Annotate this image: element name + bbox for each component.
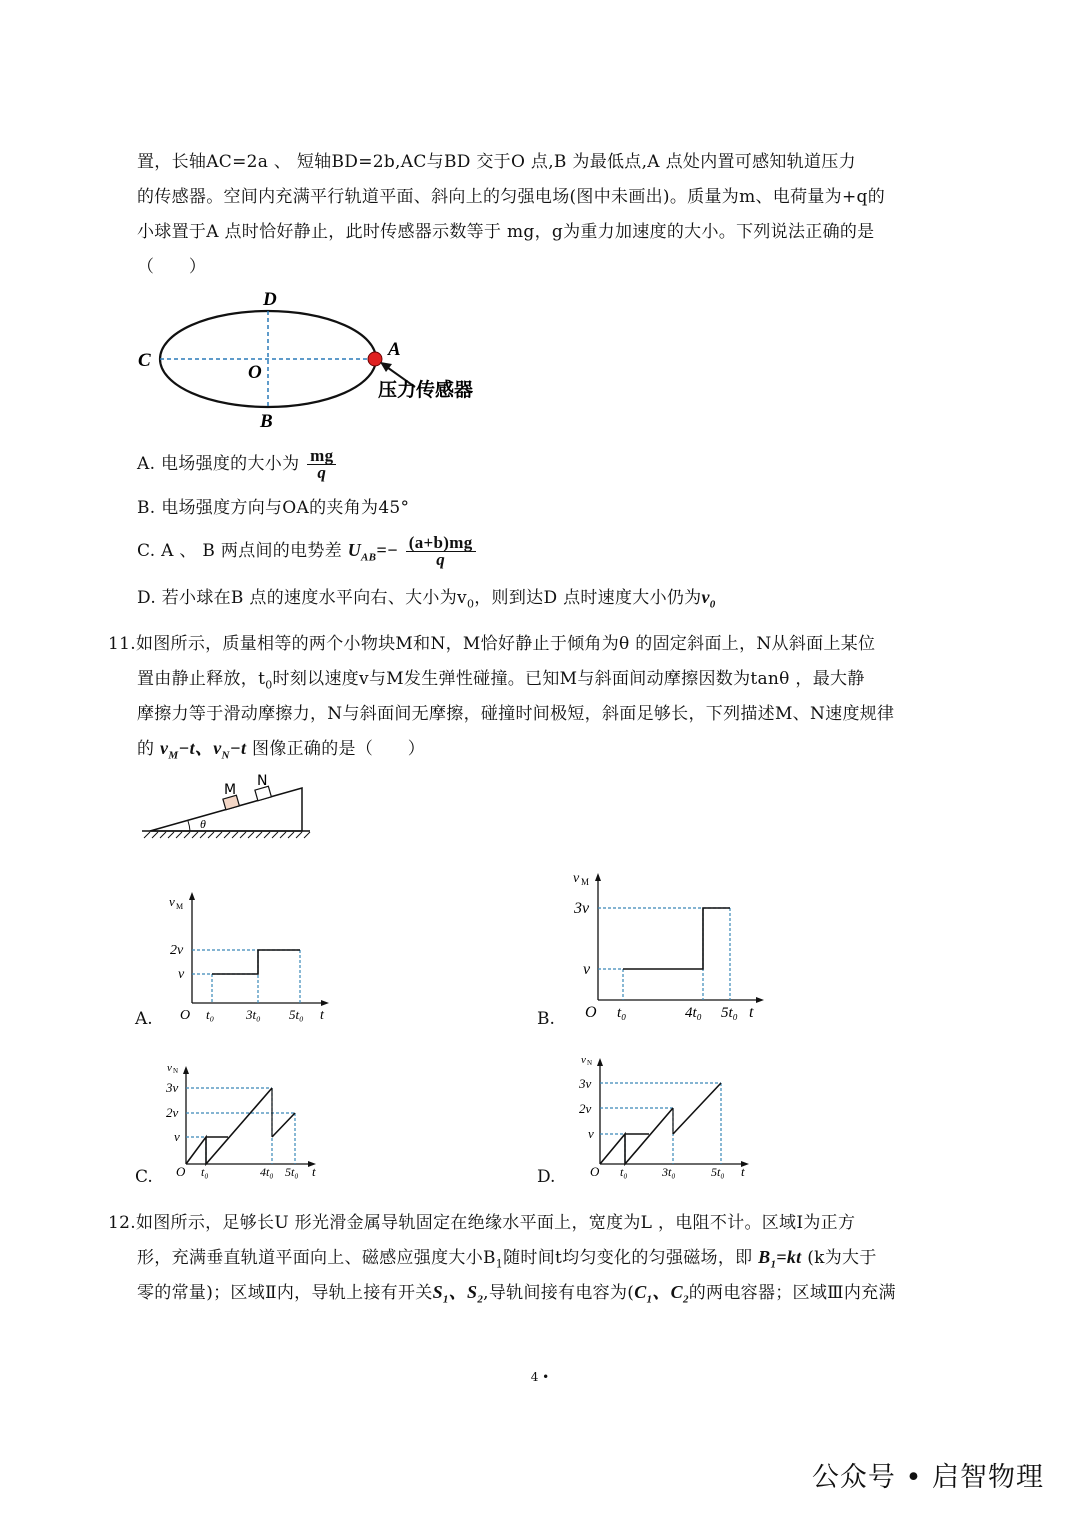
svg-text:3v: 3v (574, 900, 590, 917)
svg-text:v: v (581, 1054, 586, 1066)
q10-line-1: 置，长轴AC=2a 、 短轴BD=2b,AC与BD 交于O 点,B 为最低点,A 点处内置可感知轨道压力 (137, 152, 856, 172)
fraction-ab-mg-over-q: $\frac{(a+b)mg}{q}$ (406, 535, 476, 568)
q11-line-4: 的 $v_M-t$、$v_N-t$ 图像正确的是（ ） (137, 738, 426, 762)
graph-b-label: B. (537, 1009, 555, 1029)
graph-d-line-3 (673, 1083, 721, 1134)
graph-c (162, 1056, 332, 1181)
svg-text:t₀: t₀ (620, 1165, 628, 1179)
svg-text:O: O (585, 1004, 597, 1021)
svg-text:v: v (583, 961, 591, 978)
graph-b-curve (623, 908, 730, 969)
svg-text:v: v (573, 871, 580, 886)
q10-option-c: C. A 、 B 两点间的电势差 $U_{AB}=-$ $\frac{(a+b)mg}{q}$ (137, 535, 478, 569)
label-O: O (248, 362, 262, 383)
q11-line-2: 置由静止释放，$t_0$时刻以速度v与M发生弹性碰撞。已知M与斜面间动摩擦因数为tanθ ，最大静 (137, 669, 865, 692)
svg-text:t₀: t₀ (201, 1165, 209, 1179)
svg-text:M: M (176, 902, 184, 911)
svg-text:t: t (320, 1008, 324, 1023)
svg-text:N: N (173, 1067, 179, 1075)
q12-line-3: 零的常量)；区域Ⅱ内，导轨上接有开关$S_1$、$S_2$,导轨间接有电容为($C_1$、$C_2$的两电容器；区域Ⅲ内充满 (137, 1282, 896, 1306)
svg-text:2v: 2v (166, 1105, 179, 1120)
brand-watermark: 公众号 • 启智物理 (811, 1462, 1044, 1493)
q12-line-1: 12.如图所示，足够长U 形光滑金属导轨固定在绝缘水平面上，宽度为L ，电阻不计。区域Ⅰ为正方 (108, 1213, 856, 1233)
svg-text:t: t (741, 1164, 745, 1179)
label-D: D (263, 289, 277, 310)
svg-text:t₀: t₀ (617, 1005, 627, 1021)
svg-text:3t₀: 3t₀ (662, 1165, 676, 1179)
theta-label: θ (200, 817, 206, 831)
graph-c-line-1 (186, 1088, 272, 1164)
svg-text:5t₀: 5t₀ (285, 1165, 299, 1179)
svg-text:3v: 3v (579, 1076, 592, 1091)
ground-hatching (144, 832, 310, 838)
svg-text:3t₀: 3t₀ (246, 1007, 261, 1022)
svg-text:5t₀: 5t₀ (289, 1007, 304, 1022)
fraction-mg-over-q: $\frac{mg}{q}$ (307, 448, 336, 481)
graph-d (575, 1048, 755, 1183)
svg-text:2v: 2v (170, 943, 184, 958)
q10-option-d: D. 若小球在B 点的速度水平向右、大小为$v_0$，则到达D 点时速度大小仍为$v_0$ (137, 587, 716, 611)
label-A: A (388, 339, 401, 360)
q10-option-a: A. 电场强度的大小为 $\frac{mg}{q}$ (137, 448, 338, 481)
svg-text:2v: 2v (579, 1101, 592, 1116)
q11-line-3: 摩擦力等于滑动摩擦力，N与斜面间无摩擦，碰撞时间极短，斜面足够长，下列描述M、N速度规律 (137, 704, 895, 724)
svg-text:t: t (312, 1164, 316, 1179)
svg-text:v: v (174, 1129, 180, 1144)
svg-text:O: O (176, 1164, 186, 1179)
svg-text:N: N (587, 1059, 593, 1067)
pressure-sensor-ball (368, 352, 382, 366)
graph-c-label: C. (135, 1167, 153, 1187)
incline-figure (140, 772, 320, 844)
label-pressure-sensor: 压力传感器 (378, 379, 474, 401)
graph-a-label: A. (135, 1009, 153, 1029)
svg-text:v: v (178, 967, 185, 982)
angle-arc (188, 821, 190, 831)
q10-line-2: 的传感器。空间内充满平行轨道平面、斜向上的匀强电场(图中未画出)。质量为m、电荷量为+q的 (137, 187, 886, 207)
svg-text:v: v (169, 894, 175, 909)
block-m-label: M (224, 782, 237, 798)
q10-line-4: （ ） (137, 257, 207, 277)
q12-line-2: 形，充满垂直轨道平面向上、磁感应强度大小$B_1$随时间t均匀变化的匀强磁场，即 $B_1=kt$ (k为大于 (137, 1247, 877, 1271)
block-n-label: N (257, 773, 268, 789)
svg-text:M: M (581, 877, 590, 887)
ellipse-track-figure (130, 285, 510, 435)
svg-text:t: t (749, 1004, 754, 1021)
svg-text:5t₀: 5t₀ (711, 1165, 725, 1179)
graph-d-line-1 (600, 1108, 673, 1164)
page-number: 4 • (530, 1370, 550, 1384)
svg-text:O: O (180, 1008, 191, 1023)
graph-b (565, 865, 775, 1025)
q10-line-3: 小球置于A 点时恰好静止，此时传感器示数等于 mg，g为重力加速度的大小。下列说法正确的是 (137, 222, 875, 242)
graph-a-curve (212, 950, 300, 974)
q10-option-b: B. 电场强度方向与OA的夹角为45° (137, 498, 410, 518)
graph-d-label: D. (537, 1167, 556, 1187)
svg-text:3v: 3v (166, 1080, 179, 1095)
label-B: B (260, 411, 273, 432)
q11-line-1: 11.如图所示，质量相等的两个小物块M和N，M恰好静止于倾角为θ 的固定斜面上，N从斜面上某位 (108, 634, 876, 654)
svg-text:v: v (588, 1126, 594, 1141)
label-C: C (138, 350, 151, 371)
svg-text:5t₀: 5t₀ (721, 1005, 738, 1021)
svg-text:4t₀: 4t₀ (685, 1005, 702, 1021)
svg-text:v: v (167, 1062, 172, 1074)
graph-c-line-3 (272, 1113, 295, 1137)
svg-text:O: O (590, 1164, 600, 1179)
svg-text:t₀: t₀ (206, 1007, 215, 1022)
graph-a (160, 888, 340, 1028)
svg-text:4t₀: 4t₀ (260, 1165, 274, 1179)
